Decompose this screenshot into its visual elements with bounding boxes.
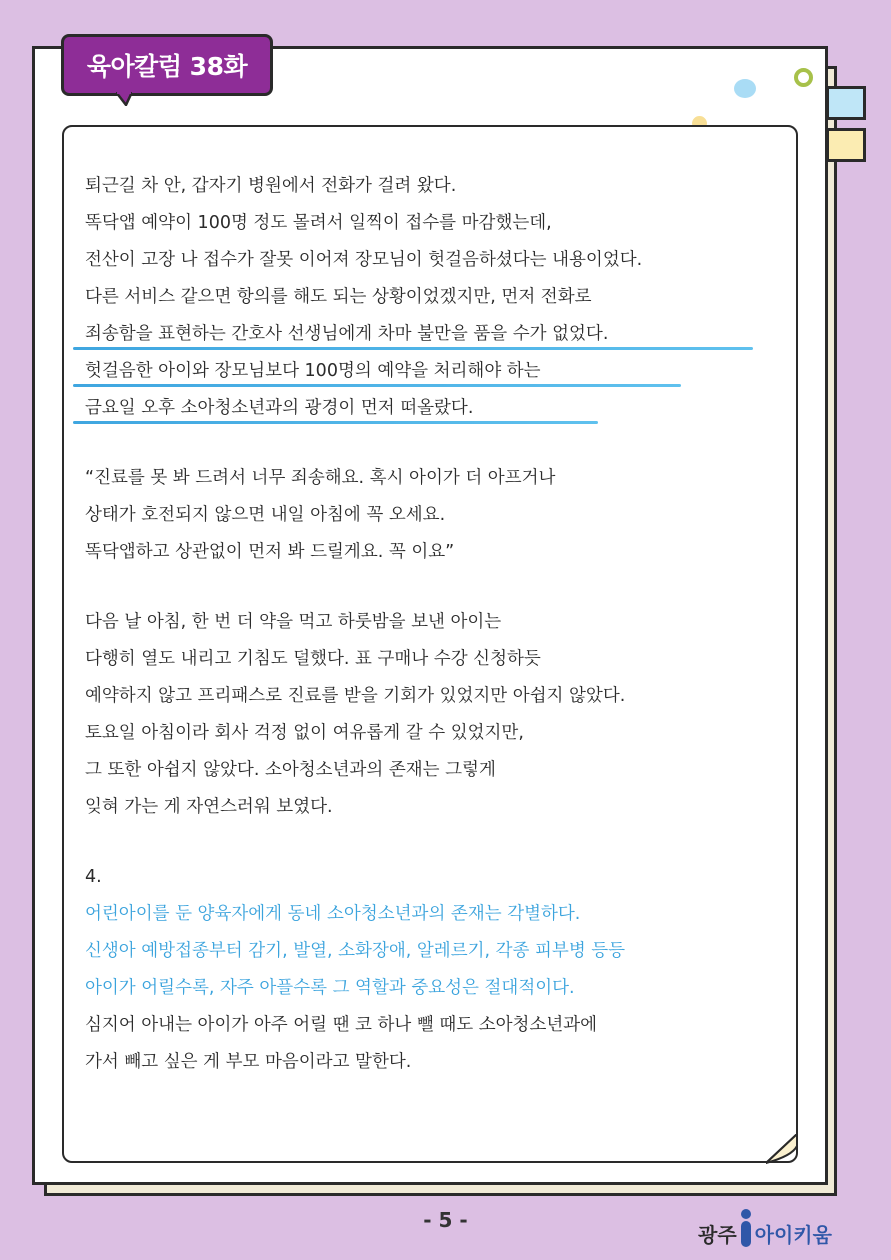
brand-logo	[698, 1200, 832, 1248]
emphasis-line: 아이가 어릴수록, 자주 아플수록 그 역할과 중요성은 절대적이다.	[85, 978, 575, 998]
speech-tail-icon	[116, 92, 132, 106]
column-title-badge	[61, 34, 273, 96]
body-line: 똑닥앱 예약이 100명 정도 몰려서 일찍이 접수를 마감했는데,	[85, 213, 552, 233]
quote-line: “진료를 못 봐 드려서 너무 죄송해요. 혹시 아이가 더 아프거나	[85, 468, 556, 488]
body-line: 퇴근길 차 안, 갑자기 병원에서 전화가 걸려 왔다.	[85, 176, 457, 196]
highlighted-line-text: 죄송함을 표현하는 간호사 선생님에게 차마 불만을 품을 수가 없었다.	[85, 324, 609, 344]
body-line: 토요일 아침이라 회사 걱정 없이 여유롭게 갈 수 있었지만,	[85, 723, 524, 743]
column-body	[85, 168, 785, 1081]
body-line: 전산이 고장 나 접수가 잘못 이어져 장모님이 헛걸음하셨다는 내용이었다.	[85, 250, 643, 270]
highlighted-line	[85, 390, 785, 427]
page-number: - 5 -	[423, 1208, 468, 1232]
body-line: 다음 날 아침, 한 번 더 약을 먹고 하룻밤을 보낸 아이는	[85, 612, 502, 632]
highlighted-line-text: 금요일 오후 소아청소년과의 광경이 먼저 떠올랐다.	[85, 398, 474, 418]
blue-page-tab	[826, 86, 866, 120]
page-curl-icon	[766, 1134, 798, 1164]
body-line: 그 또한 아쉽지 않았다. 소아청소년과의 존재는 그렇게	[85, 760, 496, 780]
quote-line: 똑닥앱하고 상관없이 먼저 봐 드릴게요. 꼭 이요”	[85, 542, 455, 562]
highlighted-line-text: 헛걸음한 아이와 장모님보다 100명의 예약을 처리해야 하는	[85, 361, 541, 381]
body-line: 심지어 아내는 아이가 아주 어릴 땐 코 하나 뺄 때도 소아청소년과에	[85, 1015, 598, 1035]
section-number: 4.	[85, 867, 102, 887]
emphasis-line: 어린아이를 둔 양육자에게 동네 소아청소년과의 존재는 각별하다.	[85, 904, 581, 924]
column-title: 육아칼럼 38화	[86, 52, 248, 81]
logo-text-right: 아이키움	[754, 1223, 832, 1247]
highlighted-line	[85, 353, 785, 390]
logo-text-left: 광주	[698, 1223, 737, 1247]
person-mark-icon	[738, 1208, 754, 1248]
body-line: 다행히 열도 내리고 기침도 덜했다. 표 구매나 수강 신청하듯	[85, 649, 541, 669]
emphasis-line: 신생아 예방접종부터 감기, 발열, 소화장애, 알레르기, 각종 피부병 등등	[85, 941, 626, 961]
highlighted-line	[85, 316, 785, 353]
body-line: 잊혀 가는 게 자연스러워 보였다.	[85, 797, 333, 817]
body-line: 다른 서비스 같으면 항의를 해도 되는 상황이었겠지만, 먼저 전화로	[85, 287, 592, 307]
yellow-page-tab	[826, 128, 866, 162]
body-line: 예약하지 않고 프리패스로 진료를 받을 기회가 있었지만 아쉽지 않았다.	[85, 686, 626, 706]
body-line: 가서 빼고 싶은 게 부모 마음이라고 말한다.	[85, 1052, 412, 1072]
blue-dot-decoration	[734, 79, 756, 98]
quote-line: 상태가 호전되지 않으면 내일 아침에 꼭 오세요.	[85, 505, 446, 525]
green-ring-decoration	[794, 68, 813, 87]
